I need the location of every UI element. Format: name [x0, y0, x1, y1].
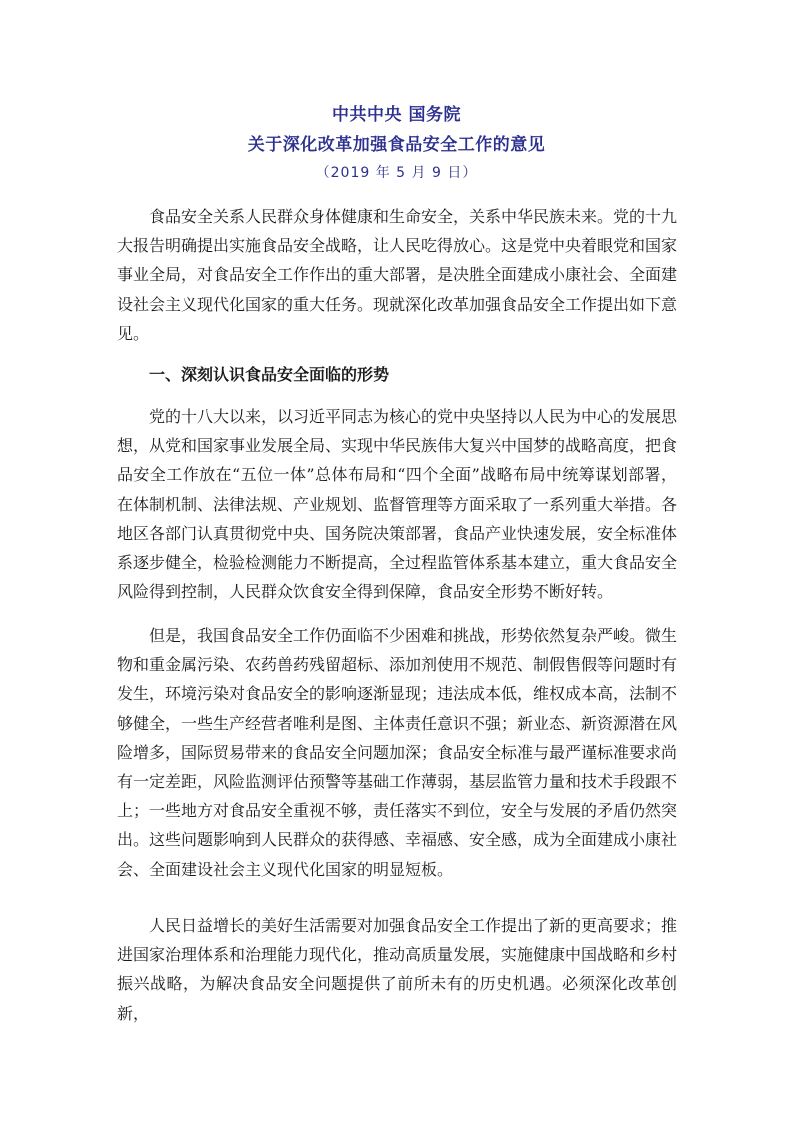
document-header	[0, 100, 793, 186]
section-heading: 一、深刻认识食品安全面临的形势	[149, 365, 390, 384]
section-1-heading-block	[117, 360, 677, 389]
paragraph-2: 但是，我国食品安全工作仍面临不少困难和挑战，形势依然复杂严峻。微生物和重金属污染、农药兽药残留超标、添加剂使用不规范、制假售假等问题时有发生，环境污染对食品安全的影响逐渐显现；违法成本低，维权成本高，法制不够健全，一些生产经营者唯利是图、主体责任意识不强；新业态、新资源潜在风险增多，国际贸易带来的食品安全问题加深；食品安全标准与最严谨标准要求尚有一定差距，风险监测评估预警等基础工作薄弱，基层监管力量和技术手段跟不上；一些地方对食品安全重视不够，责任落实不到位，安全与发展的矛盾仍然突出。这些问题影响到人民群众的获得感、幸福感、安全感，成为全面建成小康社会、全面建设社会主义现代化国家的明显短板。	[117, 626, 678, 879]
paragraph-1-block	[117, 402, 677, 606]
issuer-title: 中共中央 国务院	[332, 105, 461, 125]
paragraph-1: 党的十八大以来，以习近平同志为核心的党中央坚持以人民为中心的发展思想，从党和国家事业发展全局、实现中华民族伟大复兴中国梦的战略高度，把食品安全工作放在“五位一体”总体布局和“四个全面”战略布局中统筹谋划部署，在体制机制、法律法规、产业规划、监督管理等方面采取了一系列重大举措。各地区各部门认真贯彻党中央、国务院决策部署，食品产业快速发展，安全标准体系逐步健全，检验检测能力不断提高，全过程监管体系基本建立，重大食品安全风险得到控制，人民群众饮食安全得到保障，食品安全形势不断好转。	[117, 407, 678, 602]
document-date: （2019 年 5 月 9 日）	[315, 165, 478, 181]
intro-block	[117, 202, 677, 348]
document-title: 关于深化改革加强食品安全工作的意见	[247, 135, 546, 155]
intro-paragraph: 食品安全关系人民群众身体健康和生命安全，关系中华民族未来。党的十九大报告明确提出实施食品安全战略，让人民吃得放心。这是党中央着眼党和国家事业全局，对食品安全工作作出的重大部署，是决胜全面建成小康社会、全面建设社会主义现代化国家的重大任务。现就深化改革加强食品安全工作提出如下意见。	[117, 207, 678, 343]
paragraph-3-block	[117, 911, 677, 1028]
paragraph-2-block	[117, 621, 677, 884]
paragraph-3: 人民日益增长的美好生活需要对加强食品安全工作提出了新的更高要求；推进国家治理体系和治理能力现代化，推动高质量发展，实施健康中国战略和乡村振兴战略，为解决食品安全问题提供了前所未有的历史机遇。必须深化改革创新，	[117, 916, 678, 1023]
